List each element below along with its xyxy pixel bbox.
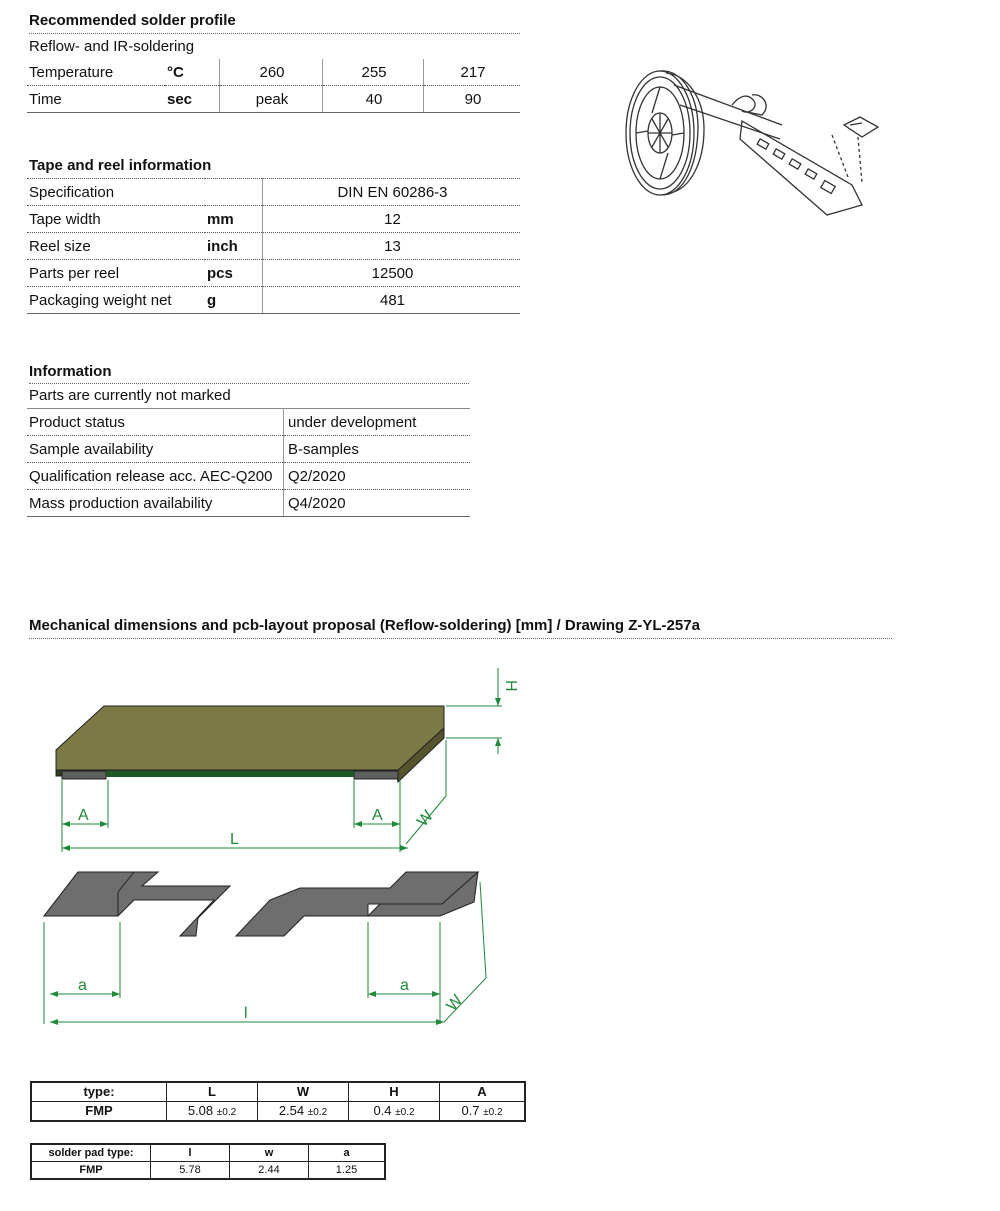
table-row: [27, 260, 520, 287]
cell-A: [440, 1101, 526, 1121]
dim-label-A: A: [372, 807, 383, 824]
solder-profile-table: [27, 59, 520, 113]
value: 0.7: [461, 1103, 480, 1119]
cell-type: FMP: [31, 1161, 151, 1179]
table-row: [27, 463, 470, 490]
cell-type: FMP: [31, 1101, 167, 1121]
row-label: Packaging weight net: [27, 287, 205, 314]
cell-value: 260: [220, 59, 323, 86]
dimensions-table: [30, 1081, 526, 1122]
value: 0.4: [373, 1103, 392, 1119]
table-row: [27, 287, 520, 314]
dim-label-a: a: [400, 977, 409, 994]
solder-profile-title: Recommended solder profile: [29, 12, 236, 29]
cell-value: under development: [284, 409, 471, 436]
cell-L: [167, 1101, 258, 1121]
tolerance: ±0.2: [483, 1107, 503, 1119]
table-row: [31, 1082, 525, 1101]
row-label: Time: [27, 86, 165, 113]
dim-label-l: l: [244, 1005, 248, 1022]
row-unit: g: [205, 287, 263, 314]
value: 2.54: [278, 1103, 305, 1119]
information-title: Information: [29, 363, 112, 380]
row-label: Parts per reel: [27, 260, 205, 287]
cell-H: [349, 1101, 440, 1121]
divider: [29, 638, 892, 639]
cell-value: Q4/2020: [284, 490, 471, 517]
table-row: [27, 206, 520, 233]
row-label: Reel size: [27, 233, 205, 260]
column-header: w: [230, 1144, 309, 1161]
dim-label-w: W: [443, 992, 467, 1015]
table-row: [31, 1144, 385, 1161]
row-label: Sample availability: [27, 436, 284, 463]
tolerance: ±0.2: [216, 1107, 237, 1119]
dim-label-H: H: [502, 680, 519, 692]
table-row: [31, 1101, 525, 1121]
cell-W: [258, 1101, 349, 1121]
column-header: solder pad type:: [31, 1144, 151, 1161]
row-unit: mm: [205, 206, 263, 233]
cell-value: 255: [323, 59, 424, 86]
cell-value: 12: [263, 206, 521, 233]
mechanical-title: Mechanical dimensions and pcb-layout proposal (Reflow-soldering) [mm] / Drawing Z-YL-257a: [29, 617, 700, 634]
tape-reel-table: [27, 178, 520, 314]
table-row: [27, 86, 520, 113]
cell-value: 1.25: [309, 1161, 386, 1179]
table-row: [27, 436, 470, 463]
table-row: [27, 409, 470, 436]
column-header: l: [151, 1144, 230, 1161]
reel-illustration: [622, 65, 884, 225]
column-header: A: [440, 1082, 526, 1101]
table-row: [27, 179, 520, 206]
column-header: H: [349, 1082, 440, 1101]
dim-label-L: L: [230, 831, 239, 848]
table-row: [27, 490, 470, 517]
mechanical-drawing: [30, 660, 550, 1040]
tape-reel-title: Tape and reel information: [29, 157, 212, 174]
cell-value: 481: [263, 287, 521, 314]
column-header: L: [167, 1082, 258, 1101]
divider: [29, 383, 469, 384]
spec-label: Specification: [27, 179, 263, 206]
cell-value: 5.78: [151, 1161, 230, 1179]
row-unit: inch: [205, 233, 263, 260]
cell-value: 40: [323, 86, 424, 113]
row-label: Qualification release acc. AEC-Q200: [27, 463, 284, 490]
row-unit: sec: [165, 86, 220, 113]
cell-value: 90: [424, 86, 521, 113]
cell-value: 2.44: [230, 1161, 309, 1179]
cell-value: B-samples: [284, 436, 471, 463]
divider: [29, 33, 520, 34]
table-row: [31, 1161, 385, 1179]
information-subtitle: Parts are currently not marked: [29, 387, 231, 404]
cell-value: 217: [424, 59, 521, 86]
column-header: W: [258, 1082, 349, 1101]
dim-label-W: W: [414, 807, 437, 831]
row-label: Product status: [27, 409, 284, 436]
cell-value: Q2/2020: [284, 463, 471, 490]
row-unit: °C: [165, 59, 220, 86]
solder-profile-subtitle: Reflow- and IR-soldering: [29, 38, 195, 55]
information-table: [27, 408, 470, 517]
row-label: Mass production availability: [27, 490, 284, 517]
row-label: Temperature: [27, 59, 165, 86]
row-label: Tape width: [27, 206, 205, 233]
tolerance: ±0.2: [395, 1107, 415, 1119]
column-header: type:: [31, 1082, 167, 1101]
cell-value: 13: [263, 233, 521, 260]
table-row: [27, 59, 520, 86]
tolerance: ±0.2: [307, 1107, 328, 1119]
row-unit: pcs: [205, 260, 263, 287]
value: 5.08: [187, 1103, 214, 1119]
cell-value: 12500: [263, 260, 521, 287]
column-header: a: [309, 1144, 386, 1161]
dim-label-a: a: [78, 977, 87, 994]
cell-value: peak: [220, 86, 323, 113]
spec-value: DIN EN 60286-3: [263, 179, 521, 206]
dim-label-A: A: [78, 807, 89, 824]
solder-pad-table: [30, 1143, 386, 1180]
table-row: [27, 233, 520, 260]
